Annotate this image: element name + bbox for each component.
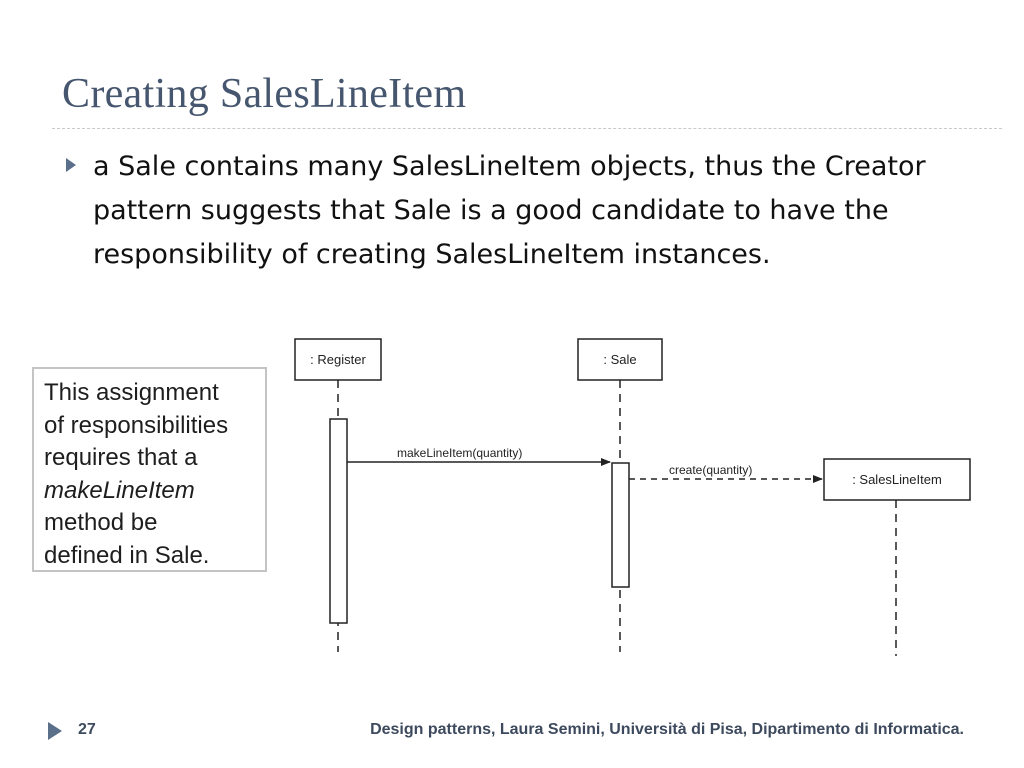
note-line: requires that a [44, 444, 198, 471]
slide-title: Creating SalesLineItem [62, 71, 467, 117]
message-label-makelineitem: makeLineItem(quantity) [397, 446, 523, 460]
note-line-method-name: makeLineItem [44, 476, 195, 504]
page-number: 27 [78, 721, 96, 738]
note-line: This assignment [44, 379, 219, 406]
register-object-label: : Register [310, 352, 366, 367]
footer-arrow-icon [48, 722, 62, 740]
footer-credit: Design patterns, Laura Semini, Università di Pisa, Dipartimento di Informatica. [370, 721, 964, 738]
sale-activation-bar [612, 463, 629, 587]
bullet-text: a Sale contains many SalesLineItem objects, thus the Creator pattern suggests that Sale is a good candidate to have the responsibility of creating SalesLineItem instances. [93, 151, 926, 270]
saleslineitem-object-label: : SalesLineItem [852, 472, 942, 487]
register-activation-bar [330, 419, 347, 623]
note-line: of responsibilities [44, 411, 229, 439]
note-line: method be [44, 509, 158, 536]
note-line: defined in Sale. [44, 541, 210, 569]
message-label-create: create(quantity) [669, 463, 753, 477]
sale-object-label: : Sale [603, 352, 637, 367]
